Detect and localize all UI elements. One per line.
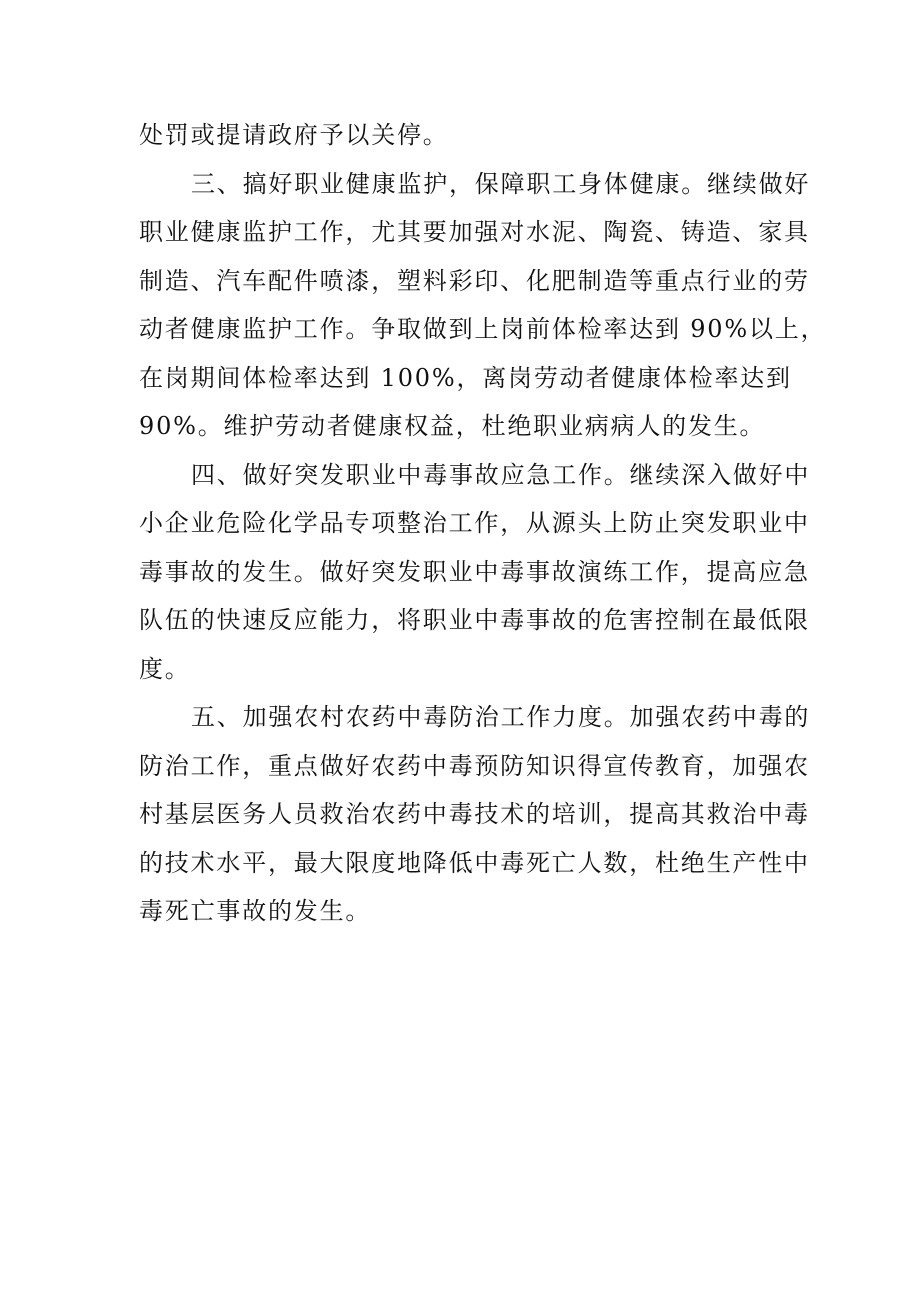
document-body <box>139 111 827 936</box>
text-line: 制造、汽车配件喷漆，塑料彩印、化肥制造等重点行业的劳 <box>139 266 810 295</box>
text-line: 的技术水平，最大限度地降低中毒死亡人数，杜绝生产性中 <box>139 848 810 877</box>
text-line: 五、加强农村农药中毒防治工作力度。加强农药中毒的 <box>191 703 811 731</box>
text-line: 队伍的快速反应能力，将职业中毒事故的危害控制在最低限 <box>139 606 810 634</box>
text-line: 防治工作，重点做好农药中毒预防知识得宣传教育，加强农 <box>139 751 810 780</box>
text-line: 动者健康监护工作。争取做到上岗前体检率达到 90%以上， <box>139 315 827 343</box>
text-line: 村基层医务人员救治农药中毒技术的培训，提高其救治中毒 <box>139 800 810 828</box>
text-line: 职业健康监护工作，尤其要加强对水泥、陶瓷、铸造、家具 <box>139 218 810 246</box>
text-line: 毒死亡事故的发生。 <box>139 897 372 925</box>
text-line: 三、搞好职业健康监护，保障职工身体健康。继续做好 <box>191 169 811 198</box>
text-line: 处罚或提请政府予以关停。 <box>139 121 449 149</box>
text-line: 90%。维护劳动者健康权益，杜绝职业病病人的发生。 <box>139 412 766 440</box>
text-line: 四、做好突发职业中毒事故应急工作。继续深入做好中 <box>191 460 811 489</box>
text-line: 度。 <box>139 654 191 683</box>
text-line: 在岗期间体检率达到 100%，离岗劳动者健康体检率达到 <box>139 363 792 392</box>
text-line: 毒事故的发生。做好突发职业中毒事故演练工作，提高应急 <box>139 557 810 586</box>
text-line: 小企业危险化学品专项整治工作，从源头上防止突发职业中 <box>139 509 810 537</box>
